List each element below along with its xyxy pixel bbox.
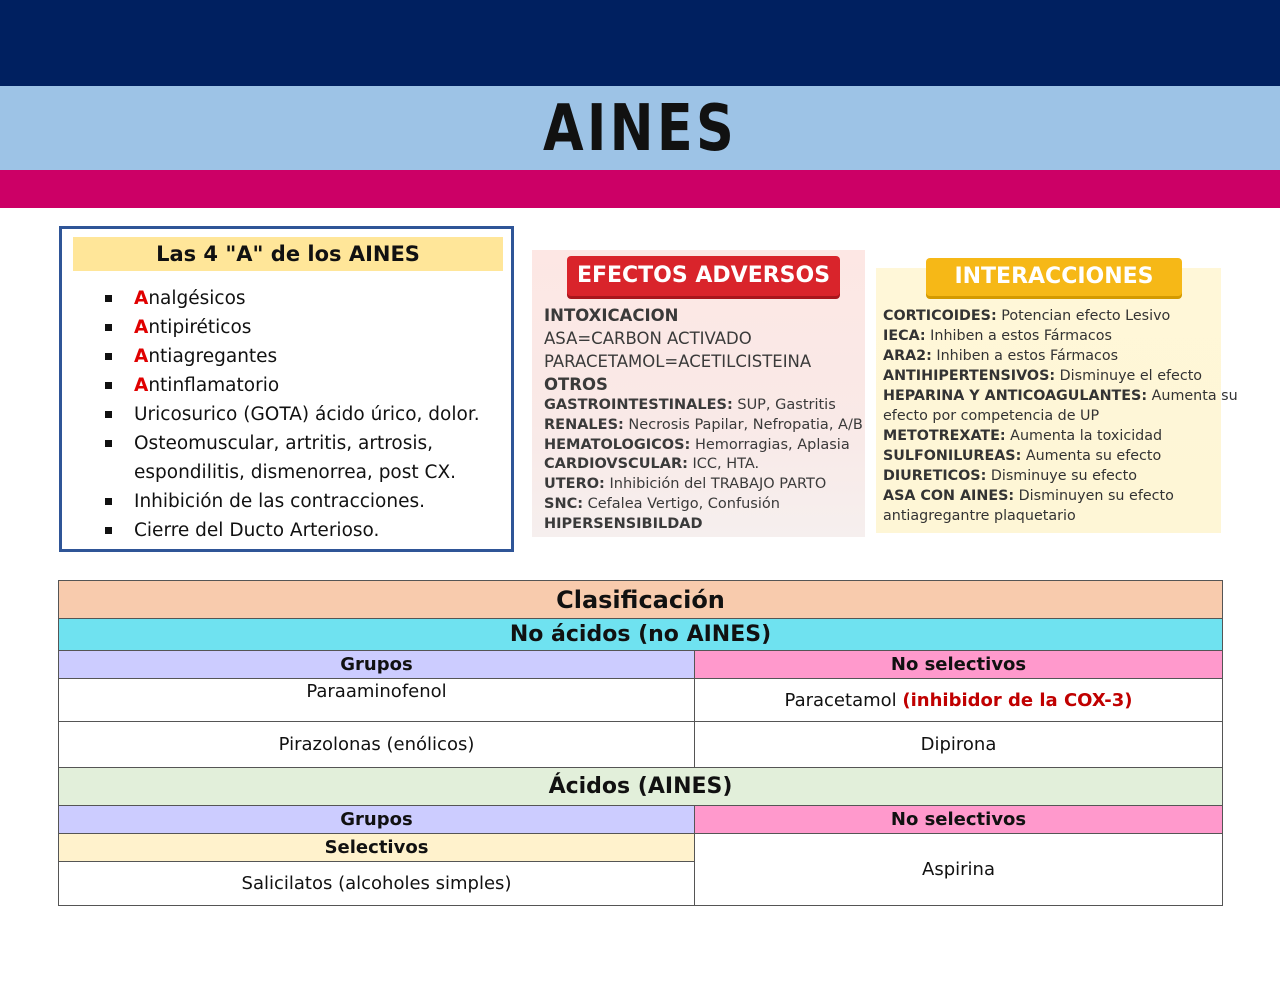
interaccion-row: IECA: Inhiben a estos Fármacos [883, 328, 1112, 344]
interaccion-row: antiagregantre plaquetario [883, 508, 1076, 524]
efecto-row: GASTROINTESTINALES: SUP, Gastritis [544, 397, 836, 413]
clasificacion-table [58, 580, 1223, 906]
intox-line: PARACETAMOL=ACETILCISTEINA [544, 352, 812, 371]
interaccion-row: ANTIHIPERTENSIVOS: Disminuye el efecto [883, 368, 1203, 384]
selectivos-header: Selectivos [59, 834, 695, 862]
grupo-cell: Paraaminofenol [59, 679, 695, 722]
acidos-heading: Ácidos (AINES) [59, 768, 1223, 806]
list-item: Cierre del Ducto Arterioso. [102, 516, 480, 545]
list-item: Antiagregantes [102, 342, 480, 371]
efectos-adversos-title: EFECTOS ADVERSOS [567, 256, 840, 296]
interaccion-row: SULFONILUREAS: Aumenta su efecto [883, 448, 1162, 464]
intox-heading: INTOXICACION [544, 306, 679, 325]
efecto-row: CARDIOVSCULAR: ICC, HTA. [544, 456, 760, 473]
grupo-cell: Salicilatos (alcoholes simples) [59, 862, 695, 906]
interaccion-row: CORTICOIDES: Potencian efecto Lesivo [883, 308, 1171, 324]
four-a-box [59, 226, 514, 552]
bullet-icon [105, 527, 112, 534]
bullet-icon [105, 353, 112, 360]
efectos-adversos-body [544, 304, 863, 535]
bullet-icon [105, 295, 112, 302]
list-item: Antipiréticos [102, 313, 480, 342]
otros-heading: OTROS [544, 375, 608, 394]
bullet-icon [105, 498, 112, 505]
no-acidos-heading: No ácidos (no AINES) [59, 619, 1223, 651]
grupos-header: Grupos [59, 651, 695, 679]
list-item: Uricosurico (GOTA) ácido úrico, dolor. [102, 400, 480, 429]
no-selectivos-header: No selectivos [695, 651, 1223, 679]
interacciones-panel [876, 264, 1238, 533]
interacciones-title: INTERACCIONES [926, 258, 1182, 296]
efecto-row: SNC: Cefalea Vertigo, Confusión [544, 495, 780, 512]
header-band-pink [0, 170, 1280, 208]
interaccion-row: DIURETICOS: Disminuye su efecto [883, 468, 1138, 484]
no-selectivos-header: No selectivos [695, 806, 1223, 834]
four-a-list [102, 284, 480, 545]
grupos-header: Grupos [59, 806, 695, 834]
interaccion-row: ARA2: Inhiben a estos Fármacos [883, 348, 1119, 364]
bullet-icon [105, 411, 112, 418]
four-a-title: Las 4 "A" de los AINES [73, 237, 503, 271]
efecto-row: HEMATOLOGICOS: Hemorragias, Aplasia [544, 436, 850, 453]
interacciones-body [883, 306, 1238, 526]
efecto-row: HIPERSENSIBILDAD [544, 515, 703, 532]
farmaco-cell: Paracetamol (inhibidor de la COX-3) [695, 679, 1223, 722]
grupo-cell: Pirazolonas (enólicos) [59, 722, 695, 768]
interaccion-row: METOTREXATE: Aumenta la toxicidad [883, 428, 1163, 444]
bullet-icon [105, 382, 112, 389]
bullet-icon [105, 324, 112, 331]
interaccion-row: ASA CON AINES: Disminuyen su efecto [883, 488, 1174, 504]
efectos-adversos-panel [532, 250, 865, 537]
farmaco-cell: Dipirona [695, 722, 1223, 768]
list-item: Analgésicos [102, 284, 480, 313]
clasificacion-title: Clasificación [59, 581, 1223, 619]
interaccion-row: HEPARINA Y ANTICOAGULANTES: Aumenta su [883, 388, 1238, 404]
cox3-note: (inhibidor de la COX-3) [902, 689, 1133, 711]
bullet-icon [105, 440, 112, 447]
list-item: Osteomuscular, artritis, artrosis, espondilitis, dismenorrea, post CX. [102, 429, 462, 487]
header-band-navy [0, 0, 1280, 86]
intox-line: ASA=CARBON ACTIVADO [544, 329, 752, 348]
interaccion-row: efecto por competencia de UP [883, 408, 1100, 424]
list-item: Antinflamatorio [102, 371, 480, 400]
efecto-row: UTERO: Inhibición del TRABAJO PARTO [544, 476, 827, 493]
list-item: Inhibición de las contracciones. [102, 487, 480, 516]
farmaco-cell: Aspirina [695, 834, 1223, 906]
efecto-row: RENALES: Necrosis Papilar, Nefropatia, A/B [544, 416, 863, 433]
page-title: AINES [542, 92, 738, 166]
